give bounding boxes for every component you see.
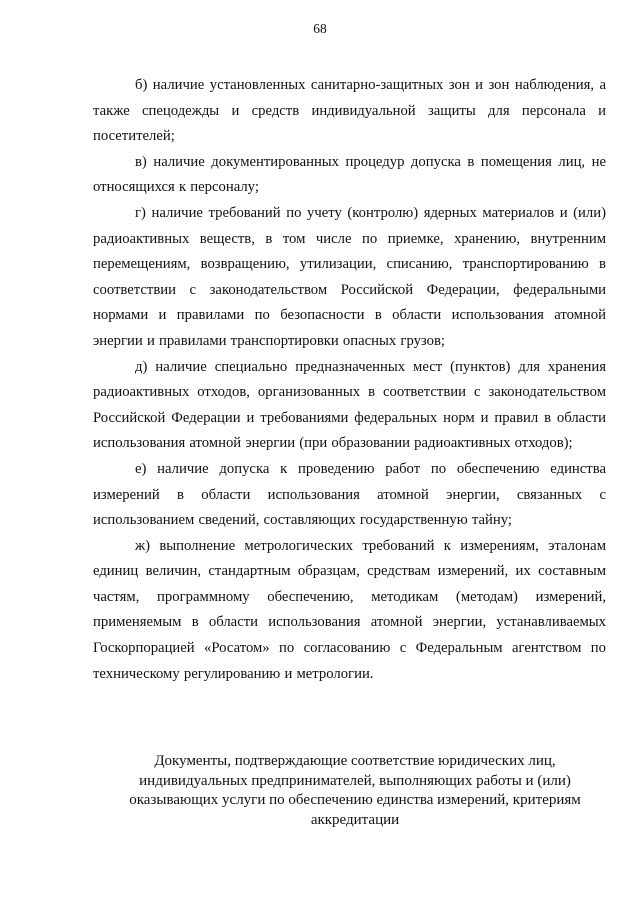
document-body — [93, 73, 606, 687]
paragraph-g: г) наличие требований по учету (контролю) ядерных материалов и (или) радиоактивных веществ, в том числе по приемке, хранению, внутренним перемещениям, возвращению, утилизации, списанию, транспортированию в соответствии с законодательством Российской Федерации, федеральными нормами и правилами по безопасности в области использования атомной энергии и правилами транспортировки опасных грузов; — [93, 204, 606, 349]
section-heading-line: аккредитации — [310, 811, 400, 828]
section-heading — [110, 752, 600, 830]
section-heading-line: индивидуальных предпринимателей, выполняющих работы и (или) — [139, 772, 571, 789]
paragraph-b: б) наличие установленных санитарно-защитных зон и зон наблюдения, а также спецодежды и средств индивидуальной защиты для персонала и посетителей; — [93, 77, 606, 145]
paragraph-zh: ж) выполнение метрологических требований к измерениям, эталонам единиц величин, стандартным образцам, средствам измерений, их составным частям, программному обеспечению, методикам (методам) измерений, применяемым в области использования атомной энергии, устанавливаемых Госкорпорацией «Росатом» по согласованию с Федеральным агентством по техническому регулированию и метрологии. — [93, 537, 606, 682]
section-heading-line: Документы, подтверждающие соответствие юридических лиц, — [154, 753, 556, 769]
paragraph-d: д) наличие специально предназначенных мест (пунктов) для хранения радиоактивных отходов, организованных в соответствии с законодательством Российской Федерации и требованиями федеральных норм и правил в области использования атомной энергии (при образовании радиоактивных отходов); — [93, 358, 606, 452]
section-heading-line: оказывающих услуги по обеспечению единства измерений, критериям — [129, 792, 581, 808]
page-number: 68 — [313, 21, 327, 36]
paragraph-e: е) наличие допуска к проведению работ по обеспечению единства измерений в области использования атомной энергии, связанных с использованием сведений, составляющих государственную тайну; — [93, 460, 606, 529]
paragraph-v: в) наличие документированных процедур допуска в помещения лиц, не относящихся к персоналу; — [93, 153, 606, 196]
